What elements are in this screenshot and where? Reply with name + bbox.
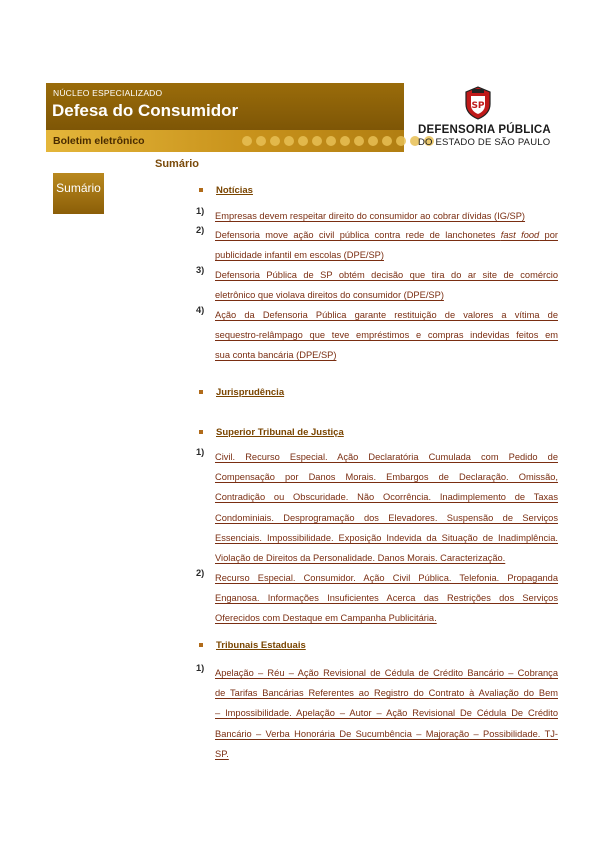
summary-box — [53, 173, 104, 214]
item-line[interactable]: Recurso Especial. Consumidor. Ação Civil Pública. Telefonia. Propaganda — [215, 573, 558, 583]
item-line[interactable]: publicidade infantil em escolas (DPE/SP) — [215, 250, 384, 261]
svg-text:SP: SP — [471, 101, 485, 111]
section-title[interactable]: Jurisprudência — [216, 387, 285, 398]
logo-title: DEFENSORIA PÚBLICA — [418, 124, 551, 136]
dot-icon — [270, 136, 280, 146]
bullet-icon — [199, 430, 203, 434]
item-line[interactable]: Ação da Defensoria Pública garante restituição de valores a vítima de — [215, 310, 558, 320]
dot-icon — [242, 136, 252, 146]
item-line[interactable]: de Tarifas Bancárias Referentes ao Registro do Contrato à Avaliação do Bem — [215, 688, 558, 699]
item-number: 1) — [196, 447, 205, 457]
summary-box-label: Sumário — [56, 181, 101, 195]
header-subband — [46, 130, 404, 152]
item-line[interactable]: sequestro-relâmpago que teve empréstimos e compras indevidas feitos em — [215, 330, 558, 341]
item-line[interactable]: Oferecidos com Destaque em Campanha Publicitária. — [215, 613, 437, 624]
item-line[interactable]: Empresas devem respeitar direito do consumidor ao cobrar dívidas (IG/SP) — [215, 211, 526, 221]
item-line[interactable]: Defensoria move ação civil pública contra rede de lanchonetes fast food por — [215, 230, 558, 240]
decorative-dots — [242, 136, 434, 146]
item-link[interactable] — [215, 225, 558, 265]
item-line[interactable]: Bancário – Verba Honorária De Sucumbência – Majoração – Possibilidade. TJ- — [215, 728, 558, 739]
item-line[interactable]: Essenciais. Impossibilidade. Exposição Indevida da Situação de Inadimplência. — [215, 532, 558, 543]
item-link[interactable] — [215, 265, 558, 305]
item-line[interactable]: Civil. Recurso Especial. Ação Declaratória Cumulada com Pedido de — [215, 452, 558, 462]
item-number: 1) — [196, 206, 205, 216]
dot-icon — [382, 136, 392, 146]
section-title[interactable]: Superior Tribunal de Justiça — [216, 427, 344, 438]
dot-icon — [340, 136, 350, 146]
item-line[interactable]: eletrônico que violava direitos do consumidor (DPE/SP) — [215, 290, 444, 301]
item-line[interactable]: Contradição ou Obscuridade. Não Ocorrência. Inadimplemento de Taxas — [215, 492, 558, 503]
bulletin-label: Boletim eletrônico — [53, 135, 145, 147]
item-line[interactable]: Defensoria Pública de SP obtém decisão que tira do ar site de comércio — [215, 270, 558, 280]
item-line[interactable]: Enganosa. Informações Insuficientes Acerca das Restrições dos Serviços — [215, 593, 558, 604]
item-link[interactable] — [215, 206, 558, 226]
dot-icon — [354, 136, 364, 146]
item-number: 2) — [196, 568, 205, 578]
header-kicker: NÚCLEO ESPECIALIZADO — [53, 88, 163, 98]
crest-icon — [462, 86, 494, 120]
item-number: 4) — [196, 305, 205, 315]
item-link[interactable] — [215, 305, 558, 366]
item-link[interactable] — [215, 568, 558, 629]
section-title[interactable]: Tribunais Estaduais — [216, 640, 306, 651]
logo-subtitle: DO ESTADO DE SÃO PAULO — [418, 137, 551, 148]
item-line[interactable]: Violação de Direitos da Personalidade. Danos Morais. Caracterização. — [215, 553, 506, 564]
item-line[interactable]: – Impossibilidade. Apelação – Autor – Ação Revisional De Cédula De Crédito — [215, 708, 558, 719]
dot-icon — [256, 136, 266, 146]
summary-heading: Sumário — [155, 158, 200, 170]
header-title: Defesa do Consumidor — [52, 101, 239, 120]
dot-icon — [284, 136, 294, 146]
item-line[interactable]: Condominiais. Desprogramação dos Elevadores. Suspensão de Serviços — [215, 512, 558, 523]
item-link[interactable] — [215, 663, 558, 764]
item-line[interactable]: Compensação por Danos Morais. Embargos de Declaração. Omissão, — [215, 472, 558, 483]
dot-icon — [368, 136, 378, 146]
bullet-icon — [199, 188, 203, 192]
dot-icon — [312, 136, 322, 146]
item-number: 2) — [196, 225, 205, 235]
italic-term: fast food — [500, 230, 540, 240]
dot-icon — [396, 136, 406, 146]
dot-icon — [298, 136, 308, 146]
dot-icon — [326, 136, 336, 146]
defensoria-logo — [418, 86, 558, 152]
header-banner — [46, 83, 404, 130]
bullet-icon — [199, 643, 203, 647]
item-number: 3) — [196, 265, 205, 275]
item-line[interactable]: Apelação – Réu – Ação Revisional de Cédula de Crédito Bancário – Cobrança — [215, 668, 558, 678]
item-link[interactable] — [215, 447, 558, 568]
item-line[interactable]: SP. — [215, 748, 229, 759]
item-number: 1) — [196, 663, 205, 673]
bullet-icon — [199, 390, 203, 394]
item-line[interactable]: sua conta bancária (DPE/SP) — [215, 350, 337, 361]
section-title[interactable]: Notícias — [216, 185, 253, 196]
